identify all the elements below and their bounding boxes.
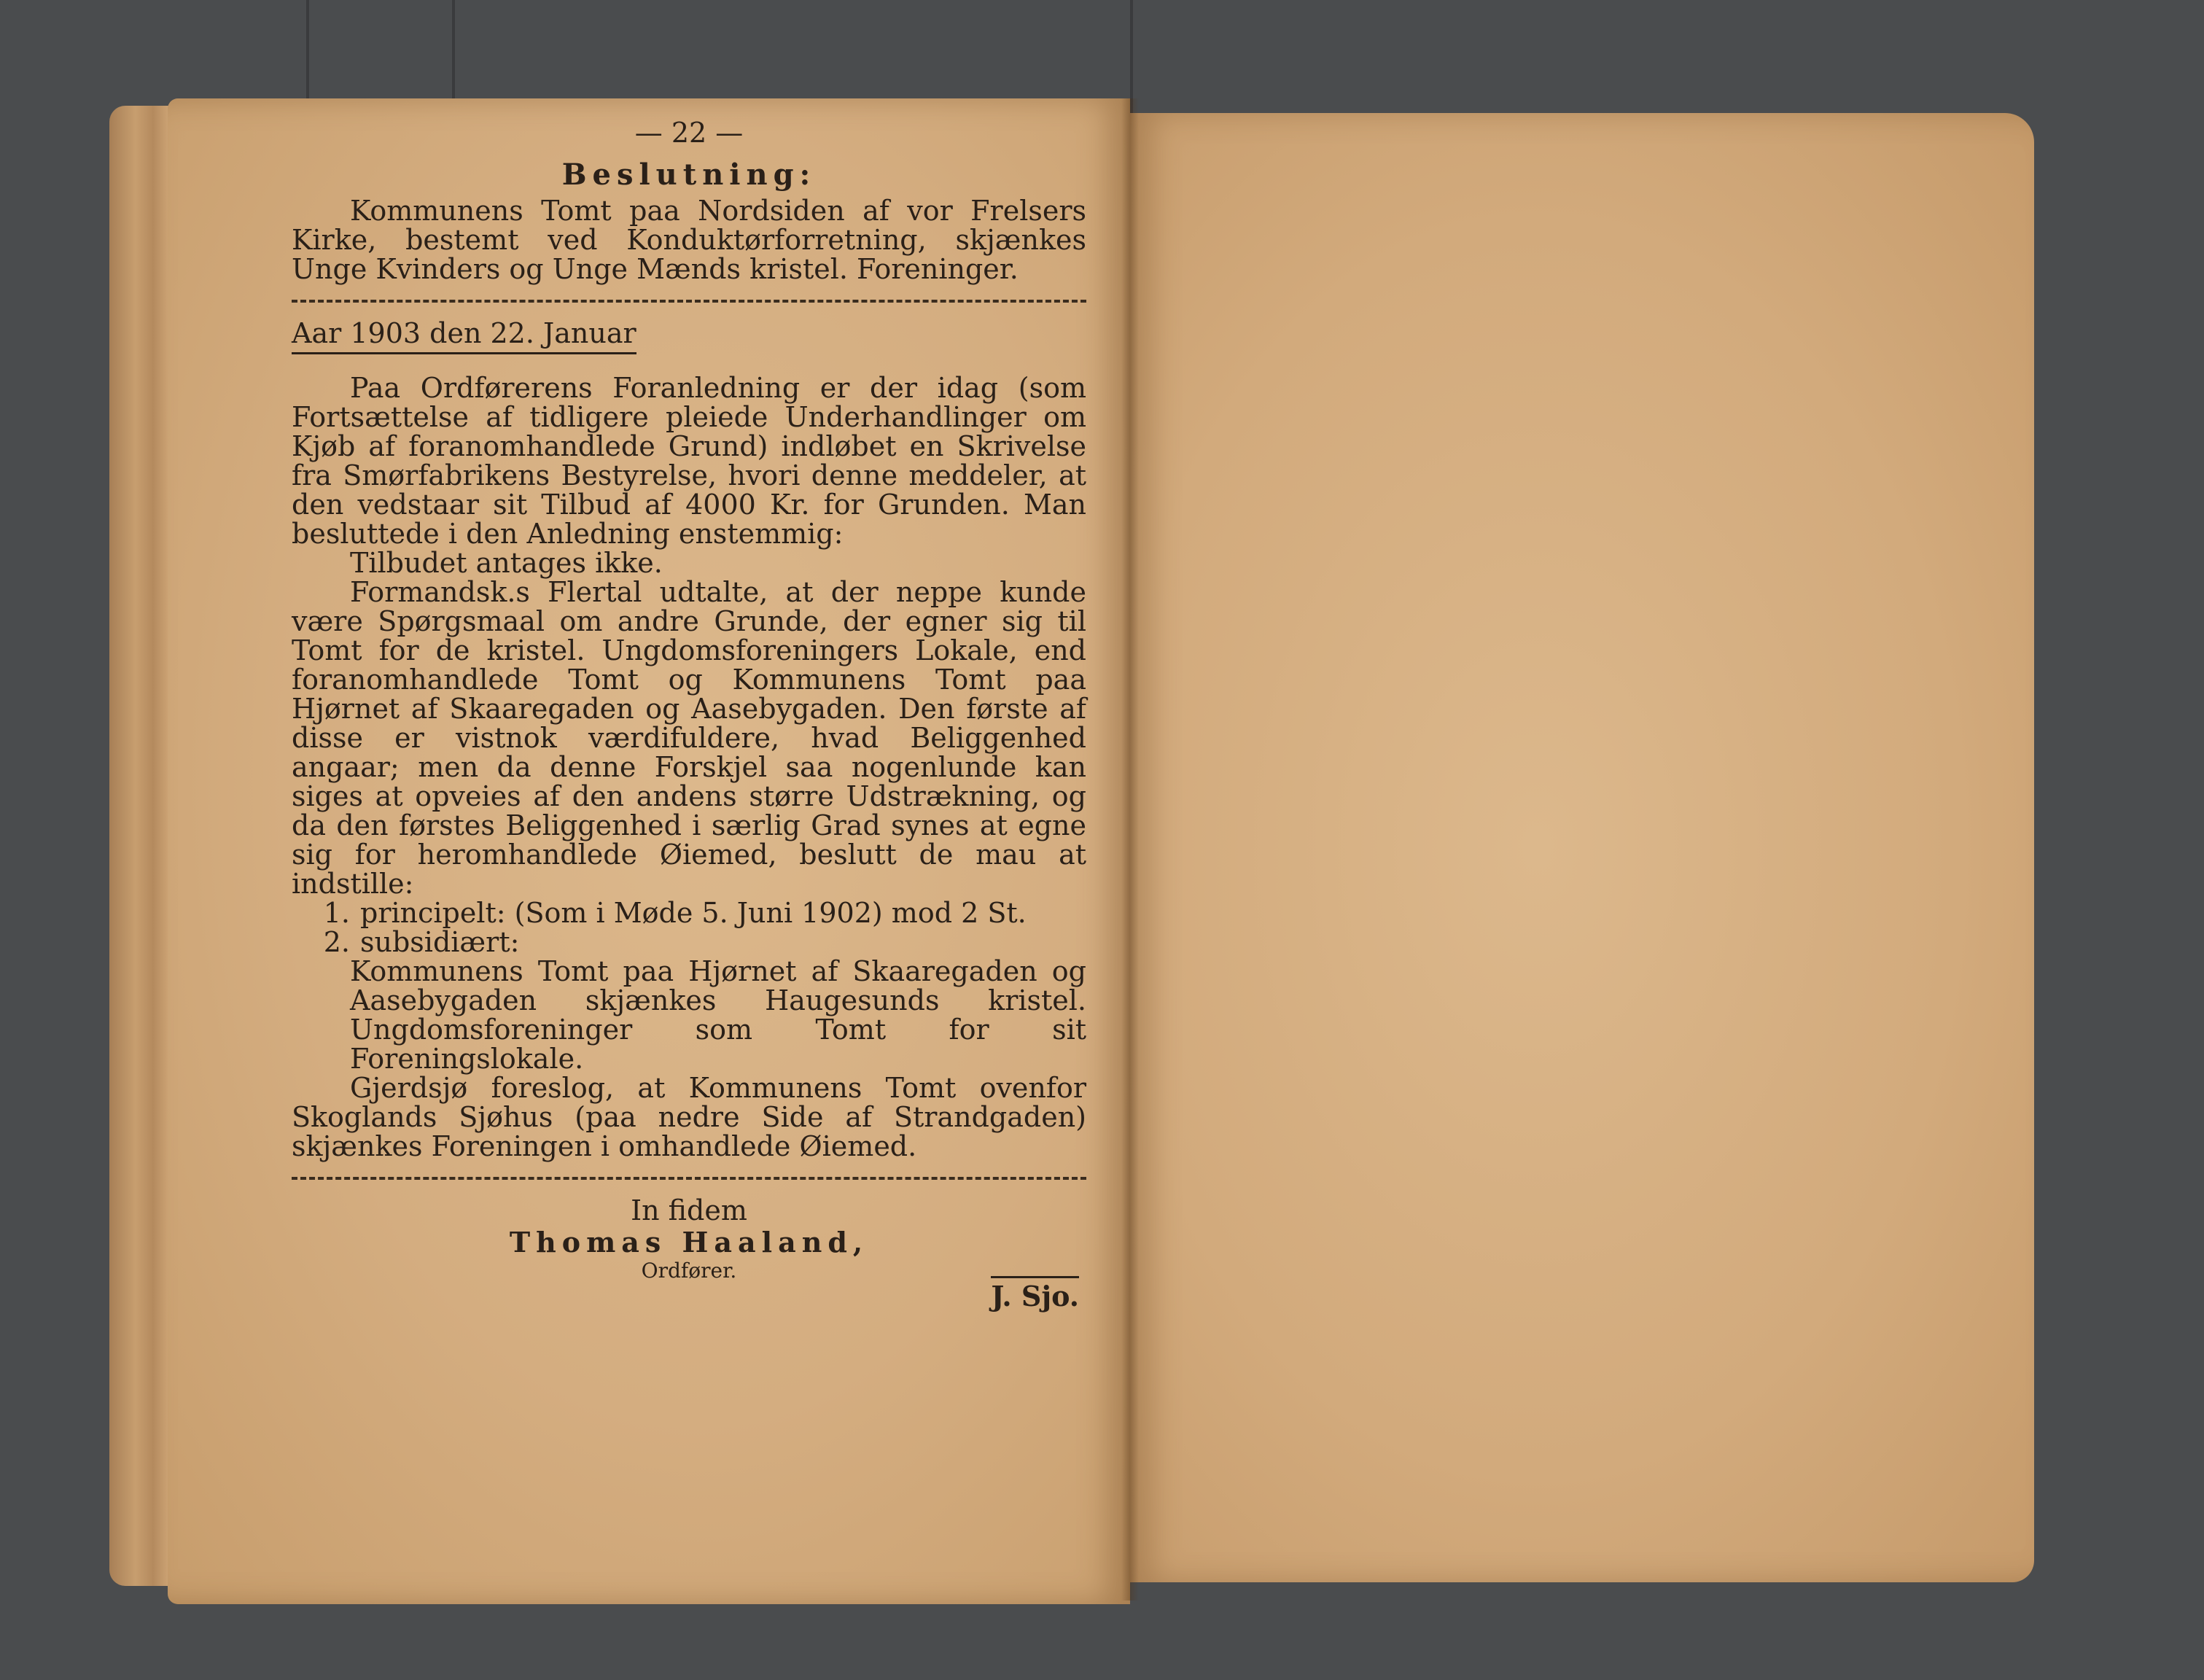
signature-block — [292, 1194, 1086, 1283]
list-number: 1. — [323, 897, 350, 929]
list-item — [292, 928, 1086, 957]
decision-text: Tilbudet antages ikke. — [350, 547, 663, 579]
book-gutter — [1121, 98, 1139, 1601]
paragraph-proposal: Gjerdsjø foreslog, at Kommunens Tomt ovenfor Skoglands Sjøhus (paa nedre Side af Strandgaden) skjænkes Foreningen i omhandlede Øiemed. — [292, 1072, 1086, 1162]
paragraph-offer: Paa Ordførerens Foranledning er der idag (som Fortsættelse af tidligere pleiede Underhandlinger om Kjøb af foranomhandlede Grund) indløbet en Skrivelse fra Smørfabrikens Bestyrelse, hvori denne meddeler, at den vedstaar sit Tilbud af 4000 Kr. for Grunden. Man besluttede i den Anledning enstemmig: — [292, 372, 1086, 550]
page-text — [292, 117, 1086, 1312]
dashed-divider — [292, 1177, 1086, 1180]
resolution-text: Kommunens Tomt paa Nordsiden af vor Frelsers Kirke, bestemt ved Konduktørforretning, skjænkes Unge Kvinders og Unge Mænds kristel. Foreninger. — [292, 195, 1086, 285]
list-text: principelt: (Som i Møde 5. Juni 1902) mod 2 St. — [360, 897, 1027, 929]
closing-phrase: In fidem — [631, 1194, 747, 1226]
subsidiary-text: Kommunens Tomt paa Hjørnet af Skaaregaden og Aasebygaden skjænkes Haugesunds kristel. Ungdomsforeninger som Tomt for sit Foreningslokale. — [350, 955, 1086, 1075]
signer-name: Thomas Haaland, — [509, 1226, 869, 1259]
secretary-signature: J. Sjo. — [991, 1276, 1079, 1312]
list-item — [292, 898, 1086, 928]
resolution-heading: Beslutning: — [561, 158, 817, 192]
meeting-date: Aar 1903 den 22. Januar — [292, 317, 636, 354]
list-text: subsidiært: — [360, 926, 520, 958]
page-number: — 22 — — [634, 117, 744, 149]
list-number: 2. — [323, 926, 350, 958]
paragraph-majority: Formandsk.s Flertal udtalte, at der neppe kunde være Spørgsmaal om andre Grunde, der egner sig til Tomt for de kristel. Ungdomsforeningers Lokale, end foranomhandlede Tomt og Kommunens Tomt paa Hjørnet af Skaaregaden og Aasebygaden. Den første af disse er vistnok værdifuldere, hvad Beliggenhed angaar; men da denne Forskjel saa nogenlunde kan siges at opveies af den andens større Udstrækning, og da den førstes Beliggenhed i særlig Grad synes at egne sig for heromhandlede Øiemed, beslutt de mau at indstille: — [292, 576, 1086, 900]
dashed-divider — [292, 300, 1086, 303]
signer-title: Ordfører. — [641, 1259, 737, 1283]
right-page-blank — [1130, 113, 2034, 1582]
